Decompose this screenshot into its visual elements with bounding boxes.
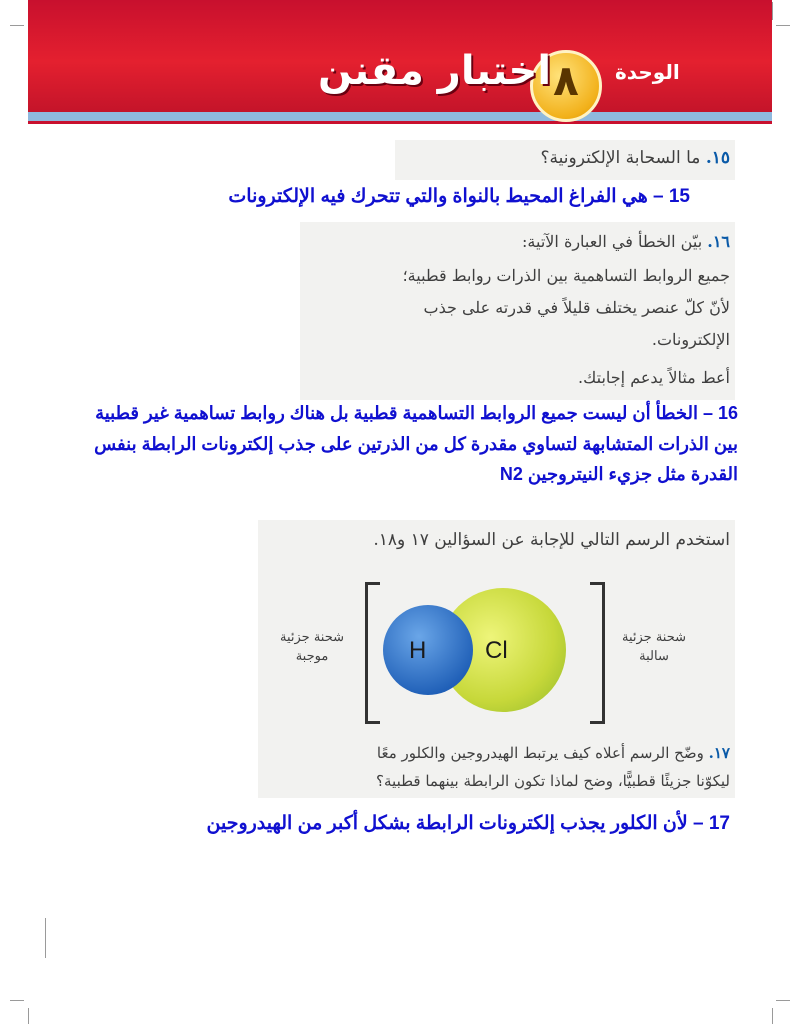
answer-17: 17 – لأن الكلور يجذب إلكترونات الرابطة بشكل أكبر من الهيدروجين [206, 813, 730, 834]
question-15-text: ما السحابة الإلكترونية؟ [540, 148, 701, 168]
crop-mark [28, 1008, 29, 1024]
right-charge-label [608, 628, 700, 666]
crop-mark [776, 1000, 790, 1001]
hydrogen-label: H [409, 637, 427, 664]
question-16-quote-line: جميع الروابط التساهمية بين الذرات روابط قطبية؛ [402, 266, 730, 285]
question-15-number: ١٥. [705, 148, 730, 168]
unit-label: الوحدة [615, 60, 680, 84]
header-stripe-red [28, 121, 772, 124]
crop-mark [776, 25, 790, 26]
question-16-quote-line: الإلكترونات. [651, 330, 730, 349]
crop-mark [772, 1008, 773, 1024]
hydrogen-atom [383, 605, 473, 695]
right-charge-line: شحنة جزئية [621, 630, 687, 645]
question-16-number: ١٦. [707, 232, 730, 251]
left-charge-line: شحنة جزئية [279, 630, 345, 645]
unit-number: ٨ [553, 56, 579, 105]
question-16-text: بيّن الخطأ في العبارة الآتية: [522, 232, 703, 251]
left-bracket [365, 582, 380, 724]
right-bracket [590, 582, 605, 724]
question-17-number: ١٧. [708, 744, 730, 762]
answer-15: 15 – هي الفراغ المحيط بالنواة والتي تتحرك فيه الإلكترونات [228, 186, 690, 207]
chlorine-label: Cl [485, 637, 508, 664]
question-16-instruction: أعط مثالاً يدعم إجابتك. [578, 368, 730, 387]
crop-mark [772, 2, 773, 20]
left-charge-label [268, 628, 356, 666]
page-title: اختبار مقنن [318, 48, 552, 94]
diagram-caption: استخدم الرسم التالي للإجابة عن السؤالين ١٧ و١٨. [373, 530, 730, 550]
answer-16-line: بين الذرات المتشابهة لتساوي مقدرة كل من الذرتين على جذب إلكترونات الرابطة بنفس [94, 434, 738, 454]
question-17 [377, 744, 730, 762]
question-16-quote-line: لأنّ كلّ عنصر يختلف قليلاً في قدرته على جذب [423, 298, 730, 317]
header-stripe [28, 112, 772, 121]
question-17-line: وضّح الرسم أعلاه كيف يرتبط الهيدروجين والكلور معًا [376, 744, 704, 762]
crop-mark [10, 25, 24, 26]
crop-mark [10, 1000, 24, 1001]
question-16 [522, 232, 730, 251]
right-charge-line: سالبة [639, 649, 669, 664]
question-15 [541, 148, 730, 168]
crop-mark [45, 918, 46, 958]
question-17-line: ليكوّنا جزيئًا قطبيًّا، وضح لماذا تكون الرابطة بينهما قطبية؟ [376, 772, 730, 790]
answer-16-line: 16 – الخطأ أن ليست جميع الروابط التساهمية قطبية بل هناك روابط تساهمية غير قطبية [95, 403, 738, 423]
left-charge-line: موجبة [295, 649, 329, 664]
answer-16-line: القدرة مثل جزيء النيتروجين N2 [499, 464, 738, 484]
